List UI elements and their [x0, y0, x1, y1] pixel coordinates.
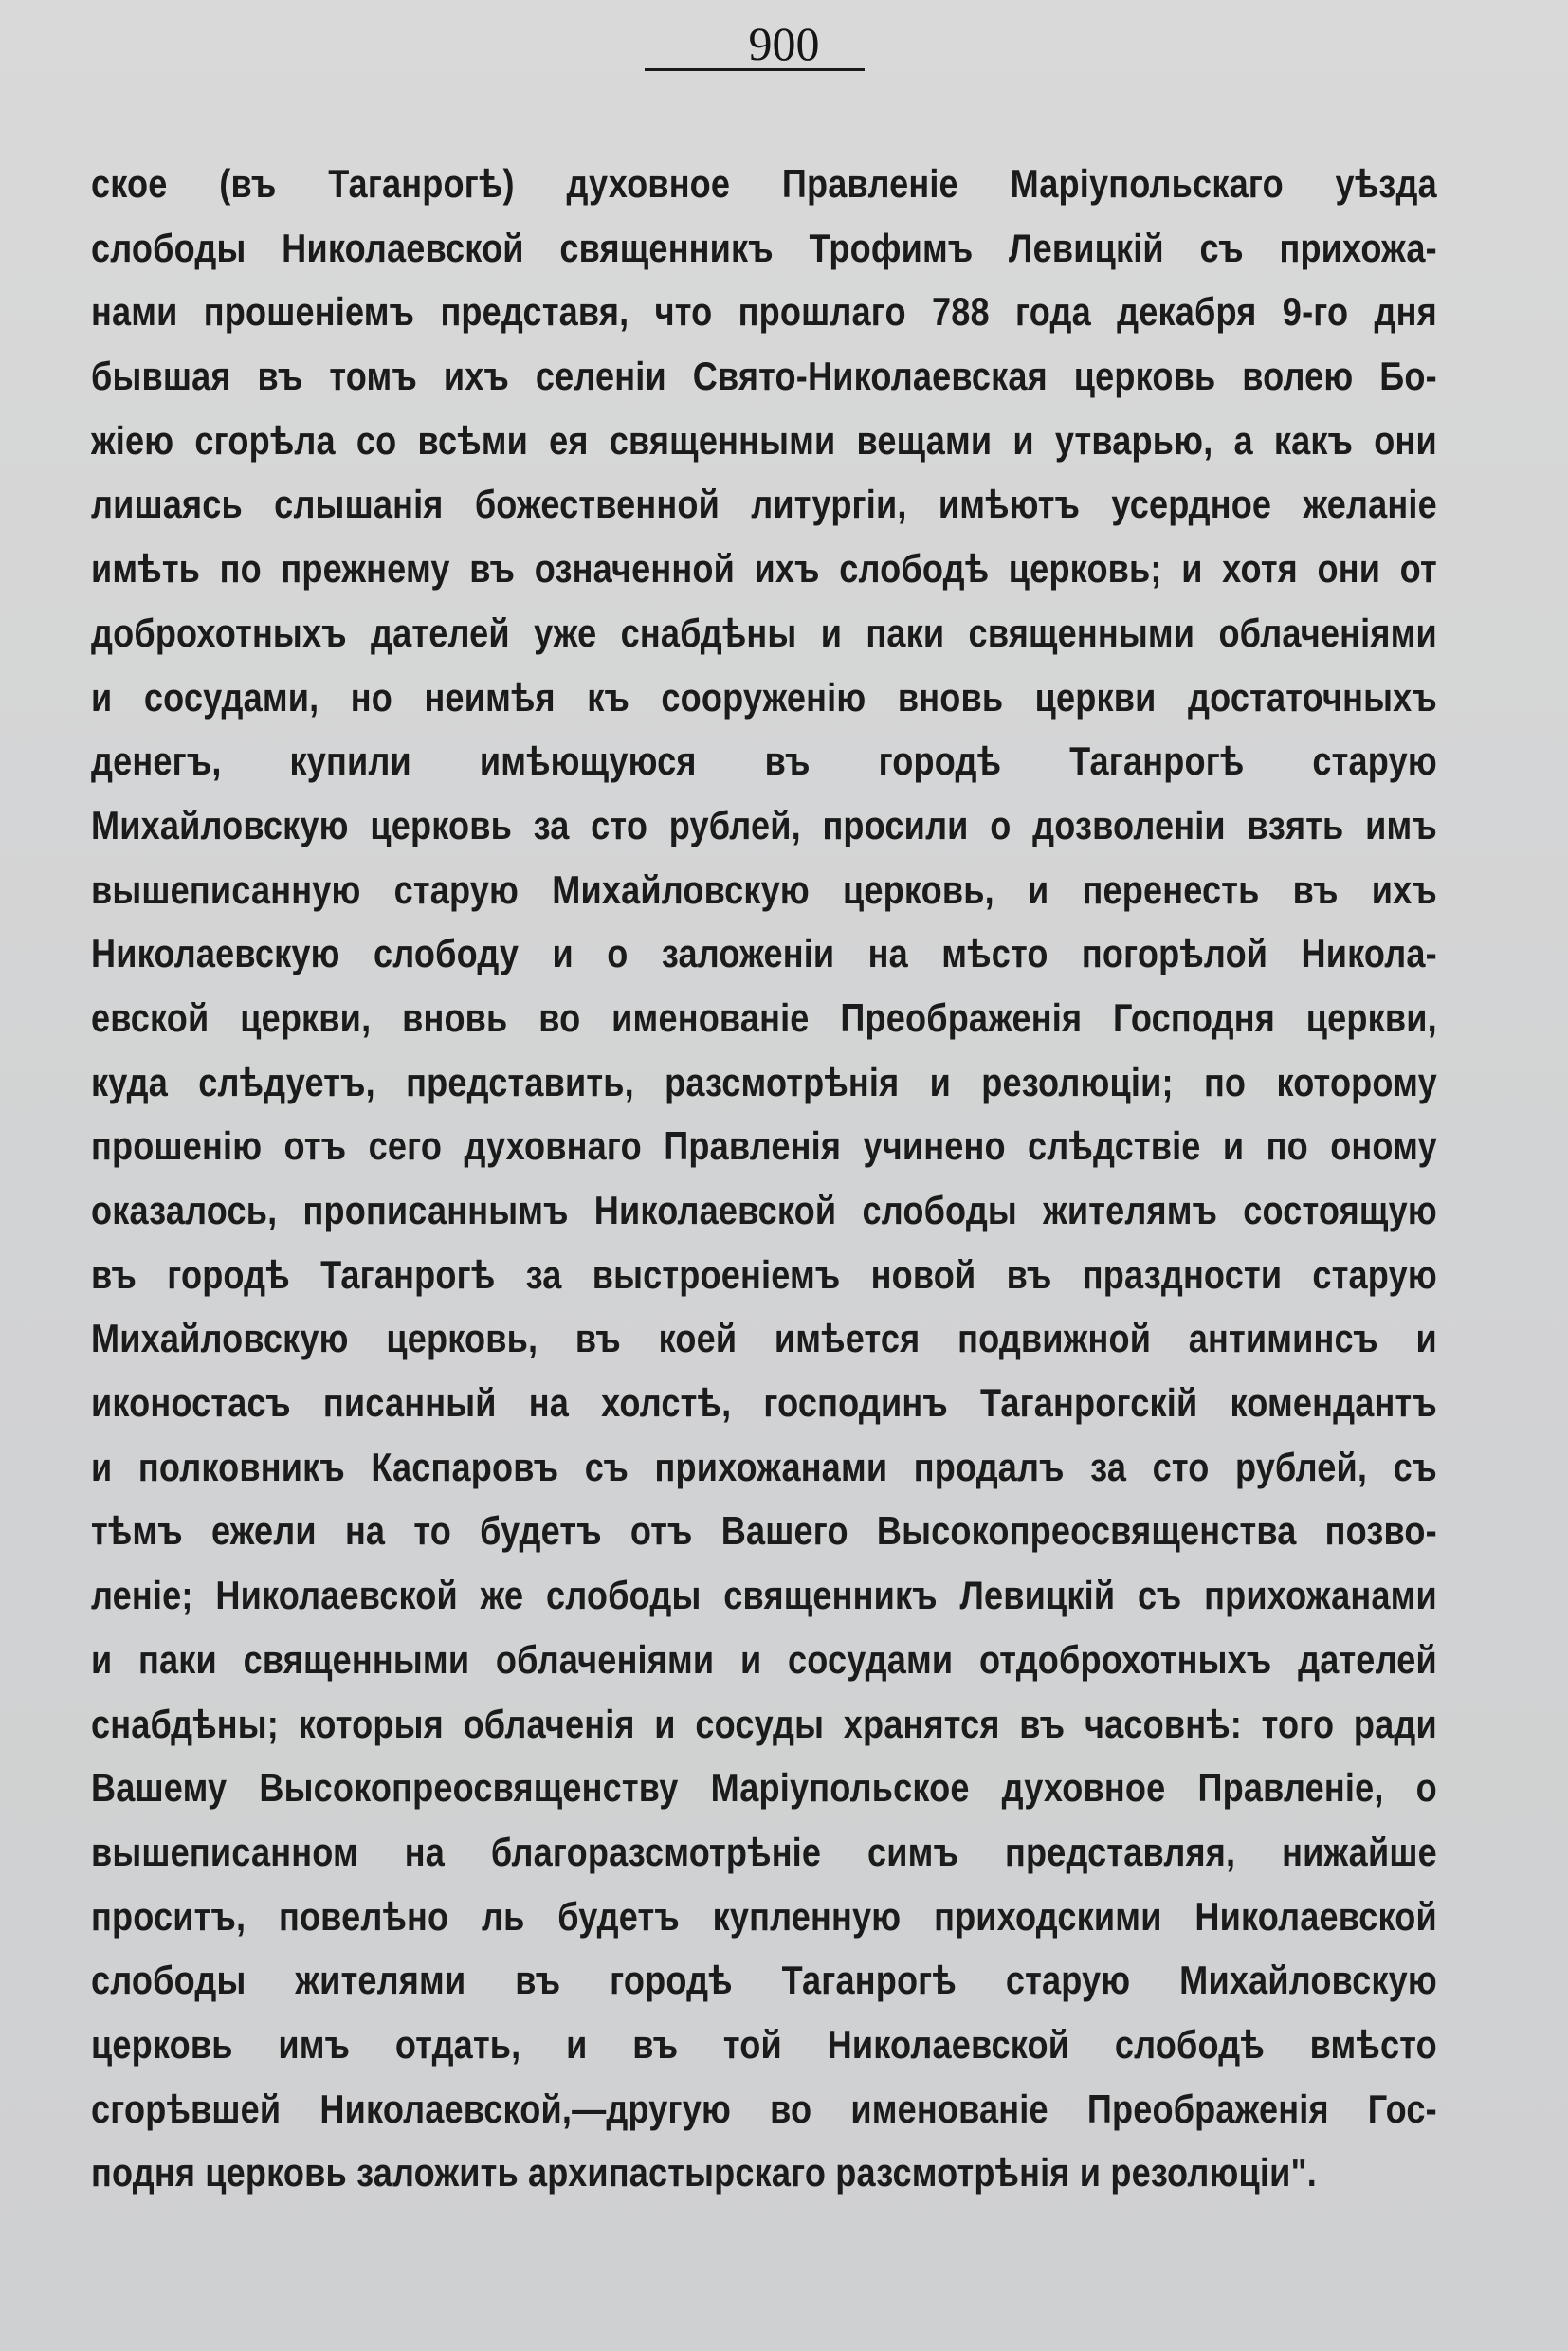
- text-line: куда слѣдуетъ, представить, разсмотрѣнія и резолюціи; по которому: [91, 1059, 1437, 1104]
- text-line: проситъ, повелѣно ль будетъ купленную приходскими Николаевской: [91, 1893, 1437, 1939]
- text-line: и паки священными облаченіями и сосудами отдоброхотныхъ дателей: [91, 1636, 1437, 1682]
- text-line: прошенію отъ сего духовнаго Правленія учинено слѣдствіе и по оному: [91, 1123, 1437, 1169]
- text-line: вышеписанном на благоразсмотрѣніе симъ представляя, нижайше: [91, 1829, 1437, 1874]
- text-line: леніе; Николаевской же слободы священникъ Левицкій съ прихожанами: [91, 1573, 1437, 1618]
- text-line: Михайловскую церковь, въ коей имѣется подвижной антиминсъ и: [91, 1316, 1437, 1361]
- text-line: Николаевскую слободу и о заложеніи на мѣсто погорѣлой Никола-: [91, 931, 1437, 976]
- text-line: оказалось, прописаннымъ Николаевской слободы жителямъ состоящую: [91, 1188, 1437, 1232]
- text-line: нами прошеніемъ представя, что прошлаго 788 года декабря 9-го дня: [91, 289, 1437, 335]
- text-line: Михайловскую церковь за сто рублей, просили о дозволеніи взять имъ: [91, 802, 1437, 847]
- text-line: бывшая въ томъ ихъ селеніи Свято-Николаевская церковь волею Бо-: [91, 354, 1437, 399]
- body-text: [91, 152, 1437, 2205]
- text-line: Вашему Высокопреосвященству Маріупольское духовное Правленіе, о: [91, 1765, 1437, 1811]
- text-line: слободы Николаевской священникъ Трофимъ Левицкій съ прихожа-: [91, 225, 1437, 270]
- text-line: лишаясь слышанія божественной литургіи, имѣютъ усердное желаніе: [91, 482, 1437, 527]
- text-line: евской церкви, вновь во именованіе Преображенія Господня церкви,: [91, 994, 1437, 1040]
- text-line: подня церковь заложить архипастырскаго разсмотрѣнія и резолюціи".: [91, 2150, 1318, 2196]
- text-line: въ городѣ Таганрогѣ за выстроеніемъ новой въ праздности старую: [91, 1251, 1437, 1297]
- text-line: и полковникъ Каспаровъ съ прихожанами продалъ за сто рублей, съ: [91, 1444, 1437, 1489]
- text-line: ское (въ Таганрогѣ) духовное Правленіе Маріупольскаго уѣзда: [91, 161, 1437, 206]
- text-line: сгорѣвшей Николаевской,—другую во именованіе Преображенія Гос-: [91, 2086, 1437, 2131]
- text-line: и сосудами, но неимѣя къ сооруженію вновь церкви достаточныхъ: [91, 674, 1437, 720]
- page-number-rule: [645, 68, 865, 71]
- text-line: слободы жителями въ городѣ Таганрогѣ старую Михайловскую: [91, 1958, 1437, 2003]
- text-line: денегъ, купили имѣющуюся въ городѣ Таганрогѣ старую: [91, 738, 1437, 784]
- text-line: церковь имъ отдать, и въ той Николаевской слободѣ вмѣсто: [91, 2021, 1437, 2067]
- text-line: доброхотныхъ дателей уже снабдѣны и паки священными облаченіями: [91, 610, 1437, 655]
- text-line: снабдѣны; которыя облаченія и сосуды хранятся въ часовнѣ: того ради: [91, 1701, 1437, 1746]
- text-line: иконостасъ писанный на холстѣ, господинъ Таганрогскій комендантъ: [91, 1380, 1437, 1426]
- text-line: тѣмъ ежели на то будетъ отъ Вашего Высокопреосвященства позво-: [91, 1508, 1437, 1554]
- page-number: 900: [748, 17, 820, 70]
- text-line: жіею сгорѣла со всѣми ея священными вещами и утварью, а какъ они: [91, 417, 1437, 463]
- text-line: вышеписанную старую Михайловскую церковь, и перенесть въ ихъ: [91, 866, 1437, 912]
- text-line: имѣть по прежнему въ означенной ихъ слободѣ церковь; и хотя они от: [91, 546, 1437, 592]
